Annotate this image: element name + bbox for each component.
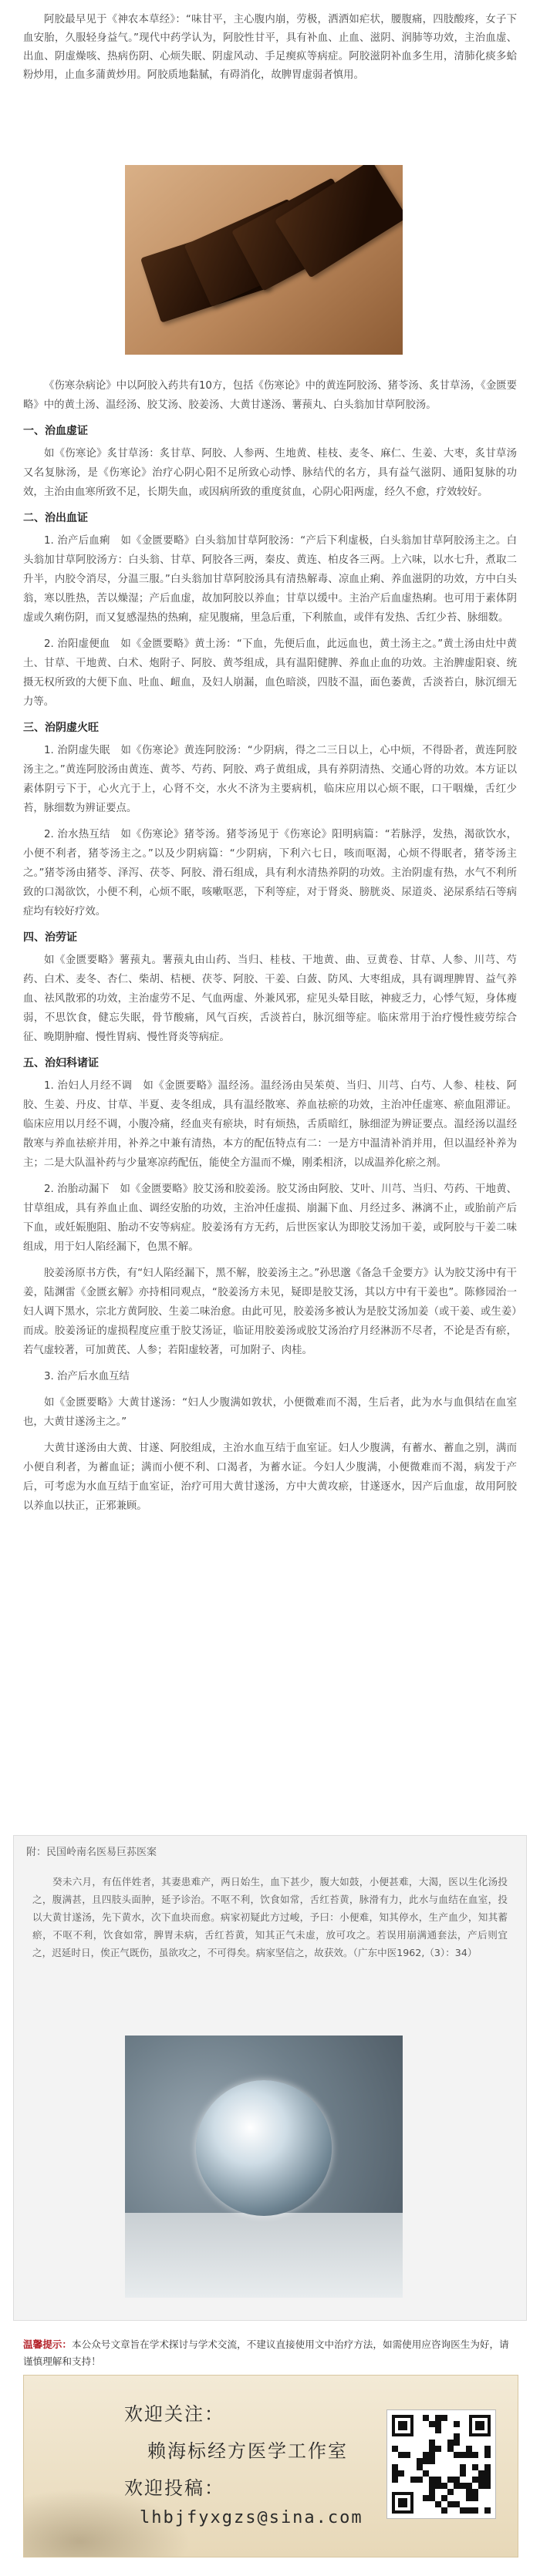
- qr-finder: [398, 2498, 407, 2507]
- body-paragraph: 如《金匮要略》大黄甘遂汤：“妇人少腹满如敦状，小便微难而不渴，生后者，此为水与血俱结在血室也，大黄甘遂汤主之。”: [23, 1397, 517, 1428]
- qr-module: [435, 2501, 441, 2507]
- follow-banner: [23, 2375, 518, 2557]
- qr-module: [429, 2440, 435, 2446]
- qr-module: [429, 2458, 435, 2464]
- qr-module: [392, 2464, 398, 2470]
- intro-paragraph: 阿胶最早见于《神农本草经》：“味甘平，主心腹内崩，劳极，洒洒如疟状，腰腹痛，四肢酸疼，女子下血安胎，久服轻身益气。”现代中药学认为，阿胶性甘平，具有补血、止血、滋阴、润肺等功效，主治血虚、出血、阴虚燥咳、热病伤阴、心烦失眠、阴虚风动、手足瘈疭等病症。阿胶滋阴补血多生用，清肺化痰多蛤粉炒用，止血多蒲黄炒用。阿胶质地黏腻，有碍消化，故脾胃虚弱者慎用。: [23, 14, 517, 81]
- body-paragraph: 胶姜汤原书方佚，有“妇人陷经漏下，黑不解，胶姜汤主之。”孙思邈《备急千金要方》认为胶艾汤中有干姜，陆渊雷《金匮玄解》亦持相同观点，“胶姜汤方未见，疑即是胶艾汤，其以方中有干姜也”。陈修园治一妇人调下黑水，宗北方黄阿胶、生姜二味治愈。由此可见，胶姜汤多被认为是胶艾汤加姜（或干姜、或生姜）而成。胶姜汤证的虚损程度应重于胶艾汤证，临证用胶姜汤或胶艾汤治疗月经淋沥不尽者，不论是否有瘀，若气虚较著，可加黄芪、人参；若阳虚较著，可加附子、肉桂。: [23, 1268, 517, 1356]
- qr-module: [454, 2421, 460, 2427]
- qr-module: [404, 2452, 410, 2458]
- section-heading: 一、治血虚证: [23, 425, 88, 437]
- qr-module: [392, 2477, 398, 2483]
- qr-module: [484, 2483, 491, 2489]
- section-heading: 五、治妇科诸证: [23, 1057, 99, 1069]
- qr-module: [429, 2477, 435, 2483]
- qr-module: [435, 2483, 441, 2489]
- qr-module: [429, 2421, 435, 2427]
- notice: [23, 2336, 517, 2370]
- qr-module: [454, 2433, 460, 2440]
- qr-module: [429, 2489, 435, 2495]
- qr-module: [423, 2495, 429, 2501]
- qr-module: [466, 2507, 472, 2514]
- qr-module: [472, 2507, 478, 2514]
- qr-module: [484, 2470, 491, 2477]
- qr-module: [435, 2421, 441, 2427]
- section-heading: 三、治阴虚火旺: [23, 722, 99, 734]
- qr-module: [392, 2446, 398, 2452]
- qr-module: [392, 2470, 398, 2477]
- qr-module: [472, 2464, 478, 2470]
- qr-module: [441, 2495, 447, 2501]
- banner-studio-name: 赖海标经方医学工作室: [147, 2440, 348, 2462]
- qr-module: [466, 2483, 472, 2489]
- body-paragraph: 2. 治水热互结 如《伤寒论》猪苓汤。猪苓汤见于《伤寒论》阳明病篇：“若脉浮，发热，渴欲饮水，小便不利者，猪苓汤主之。”以及少阴病篇：“少阴病，下利六七日，咳而呕渴，心烦不得眠者，猪苓汤主之。”猪苓汤由猪苓、泽泻、茯苓、阿胶、滑石组成，具有利水清热养阴的功效。主治阴虚有热，水气不利所致的口渴欲饮，小便不利，心烦不眠，咳嗽呕恶，下利等症，对于肾炎、膀胱炎、尿道炎、泌尿系结石等病症均有较好疗效。: [23, 829, 517, 918]
- qr-module: [484, 2446, 491, 2452]
- qr-module: [435, 2415, 441, 2421]
- body-paragraph: 3. 治产后水血互结: [44, 1371, 130, 1382]
- banner-email[interactable]: lhbjfyxgzs@sina.com: [140, 2508, 363, 2527]
- frost-ground: [125, 2213, 403, 2298]
- frozen-bubble-photo: [125, 2036, 403, 2298]
- qr-module: [460, 2452, 466, 2458]
- body-paragraph: 1. 治阴虚失眠 如《伤寒论》黄连阿胶汤：“少阴病，得之二三日以上，心中烦，不得卧者，黄连阿胶汤主之。”黄连阿胶汤由黄连、黄芩、芍药、阿胶、鸡子黄组成，具有养阴清热、交通心肾的功效。本方证以素体阴亏下于，心火亢于上，心肾不交，水火不济为主要病机，临床应用以心烦不眠，口干咽燥，舌红少苔，脉细数为辨证要点。: [23, 745, 517, 814]
- qr-finder: [398, 2421, 407, 2430]
- qr-module: [454, 2477, 460, 2483]
- qr-module: [441, 2415, 447, 2421]
- qr-module: [435, 2477, 441, 2483]
- body-paragraph: 2. 治胎动漏下 如《金匮要略》胶艾汤和胶姜汤。胶艾汤由阿胶、艾叶、川芎、当归、芍药、干地黄、甘草组成，具有养血止血、调经安胎的功效，主治冲任虚损、崩漏下血、月经过多、淋漓不止，或胎前产后下血，或妊娠胞阻、胎动不安等病症。胶姜汤有方无药，后世医家认为即胶艾汤加干姜，或阿胶与干姜二味组成，用于妇人陷经漏下，色黑不解。: [23, 1184, 517, 1253]
- qr-finder: [475, 2421, 484, 2430]
- qr-module: [484, 2464, 491, 2470]
- qr-module: [417, 2477, 423, 2483]
- body-paragraph: 如《伤寒论》炙甘草汤：炙甘草、阿胶、人参两、生地黄、桂枝、麦冬、麻仁、生姜、大枣，炙甘草汤又名复脉汤，是《伤寒论》治疗心阴心阳不足所致心动悸、脉结代的名方，具有益气滋阴、通阳复脉的功效，主治由血寒所致不足，长期失血，或因病所致的重度贫血，心阴心阳两虚，经久不愈，疗效较好。: [23, 448, 517, 498]
- qr-module: [478, 2477, 484, 2483]
- qr-module: [398, 2470, 404, 2477]
- case-record-text: 癸未六月，有伍伴姓者，其妻患难产，两日始生，血下甚少，腹大如鼓，小便甚难，大渴，医以生化汤投之，腹满甚，且四肢头面肿，延予诊治。不呕不利，饮食如常，舌红苔黄，脉滑有力，此水与血结在血室，投以大黄甘遂汤，先下黄水，次下血块而愈。病家初疑此方过峻，予曰：小便难，知其停水，生产血少，知其蓄瘀，不呕不利，饮食如常，脾胃未病，舌红苔黄，知其正气未虚，放可攻之。若误用崩满通套法，产后则宜之，迟延时日，俟正气既伤，虽欲攻之，不可得矣。病家坚信之，故获效。（广东中医1962,（3）：34）: [32, 1876, 508, 1958]
- qr-module: [460, 2483, 466, 2489]
- qr-module: [447, 2501, 454, 2507]
- section-heading: 四、治劳证: [23, 931, 77, 944]
- body-paragraph: 1. 治妇人月经不调 如《金匮要略》温经汤。温经汤由吴茱萸、当归、川芎、白芍、人参、桂枝、阿胶、生姜、丹皮、甘草、半夏、麦冬组成，具有温经散寒、养血祛瘀的功效，主治冲任虚寒、瘀血阻滞证。临床应用以月经不调，小腹冷痛，经血夹有瘀块，时有烦热，舌质暗红，脉细涩为辨证要点。温经汤以温经散寒与养血祛瘀并用，补养之中兼有清热，本方的配伍特点有二：一是方中温清补消并用，但以温经补养为主；二是大队温补药与少量寒凉药配伍，能使全方温而不燥，刚柔相济，以成温养化瘀之剂。: [23, 1080, 517, 1169]
- banner-line1: 欢迎关注：: [124, 2403, 224, 2425]
- qr-module: [466, 2446, 472, 2452]
- qr-module: [484, 2507, 491, 2514]
- qr-module: [460, 2507, 466, 2514]
- qr-module: [466, 2452, 472, 2458]
- qr-module: [460, 2470, 466, 2477]
- qr-module: [447, 2489, 454, 2495]
- body-paragraph: 《伤寒杂病论》中以阿胶入药共有10方，包括《伤寒论》中的黄连阿胶汤、猪苓汤、炙甘草汤，《金匮要略》中的黄土汤、温经汤、胶艾汤、胶姜汤、大黄甘遂汤、薯蓣丸、白头翁加甘草阿胶汤。: [23, 380, 517, 411]
- qr-module: [454, 2452, 460, 2458]
- qr-module: [423, 2452, 429, 2458]
- qr-module: [441, 2507, 447, 2514]
- qr-module: [472, 2452, 478, 2458]
- qr-code-icon[interactable]: [386, 2409, 496, 2519]
- qr-module: [417, 2458, 423, 2464]
- qr-module: [423, 2458, 429, 2464]
- qr-module: [484, 2477, 491, 2483]
- qr-module: [447, 2446, 454, 2452]
- qr-module: [478, 2470, 484, 2477]
- notice-label: 温馨提示：: [23, 2339, 72, 2350]
- qr-module: [478, 2483, 484, 2489]
- qr-module: [466, 2489, 472, 2495]
- qr-module: [454, 2440, 460, 2446]
- qr-module: [410, 2477, 417, 2483]
- qr-module: [472, 2489, 478, 2495]
- qr-module: [447, 2440, 454, 2446]
- qr-module: [454, 2483, 460, 2489]
- qr-module: [454, 2501, 460, 2507]
- qr-module: [435, 2427, 441, 2433]
- banner-line3: 欢迎投稿：: [124, 2477, 224, 2499]
- donkey-hide-gelatin-photo: [125, 165, 403, 355]
- section-heading: 二、治出血证: [23, 512, 88, 524]
- qr-module: [472, 2477, 478, 2483]
- body-paragraph: 如《金匮要略》薯蓣丸。薯蓣丸由山药、当归、桂枝、干地黄、曲、豆黄卷、甘草、人参、川芎、芍药、白术、麦冬、杏仁、柴胡、桔梗、茯苓、阿胶、干姜、白蔹、防风、大枣组成，具有调理脾胃、益气养血、祛风散邪的功效，主治虚劳不足、气血两虚、外兼风邪，症见头晕目眩，神疲乏力，心悸气短，身体瘦弱，不思饮食，健忘失眠，骨节酸痛，风气百疾，舌淡苔白，脉沉细等症。临床常用于治疗慢性疲劳综合征、晚期肿瘤、慢性胃病、慢性肾炎等病症。: [23, 955, 517, 1043]
- qr-module: [435, 2446, 441, 2452]
- qr-module: [429, 2495, 435, 2501]
- body-paragraph: 2. 治阳虚便血 如《金匮要略》黄土汤：“下血，先便后血，此远血也，黄土汤主之。”黄土汤由灶中黄土、甘草、干地黄、白术、炮附子、阿胶、黄芩组成，具有温阳健脾、养血止血的功效。主治脾虚阳衰、统摄无权所致的大便下血、吐血、衄血，及妇人崩漏，血色暗淡，四肢不温，面色萎黄，舌淡苔白，脉沉细无力等。: [23, 638, 517, 708]
- qr-module: [441, 2483, 447, 2489]
- qr-module: [472, 2495, 478, 2501]
- case-record-heading: 附：民国岭南名医易巨荪医案: [26, 1847, 157, 1858]
- qr-module: [423, 2470, 429, 2477]
- qr-module: [398, 2452, 404, 2458]
- qr-module: [484, 2452, 491, 2458]
- body-paragraph: 大黄甘遂汤由大黄、甘遂、阿胶组成，主治水血互结于血室证。妇人少腹满，有蓄水、蓄血之别，满而小便自利者，为蓄血证；满而小便不利、口渴者，为蓄水证。今妇人少腹满，小便微难而不渴，病发于产后，可考虑为水血互结于血室证，治疗可用大黄甘遂汤，方中大黄攻瘀，甘遂逐水，因产后血虚，故用阿胶以养血以扶正，正邪兼顾。: [23, 1443, 517, 1512]
- qr-module: [417, 2464, 423, 2470]
- body-paragraph: 1. 治产后血痢 如《金匮要略》白头翁加甘草阿胶汤：“产后下利虚极，白头翁加甘草阿胶汤主之。白头翁加甘草阿胶汤方：白头翁、甘草、阿胶各三两，秦皮、黄连、柏皮各三两。上六味，以水七升，煮取二升半，内胶令消尽，分温三服。”白头翁加甘草阿胶汤具有清热解毒、凉血止痢、养血滋阴的功效，方中白头翁，寒以胜热，苦以燥湿；产后血虚，故加阿胶以养血；甘草以缓中。主治产后血虚热痢。也可用于素体阴虚或久痢伤阴，而又复感湿热的热痢，症见腹痛，里急后重，下利脓血，或伴有发热、舌红少苔、脉细数。: [23, 535, 517, 624]
- qr-module: [447, 2477, 454, 2483]
- qr-module: [429, 2452, 435, 2458]
- qr-module: [423, 2415, 429, 2421]
- qr-module: [460, 2464, 466, 2470]
- qr-module: [466, 2495, 472, 2501]
- qr-module: [429, 2483, 435, 2489]
- qr-module: [429, 2446, 435, 2452]
- article-body: [23, 376, 517, 1523]
- bubble: [196, 2080, 332, 2216]
- notice-text: 本公众号文章旨在学术探讨与学术交流，不建议直接使用文中治疗方法，如需使用应咨询医生为好，请谨慎理解和支持！: [23, 2339, 509, 2367]
